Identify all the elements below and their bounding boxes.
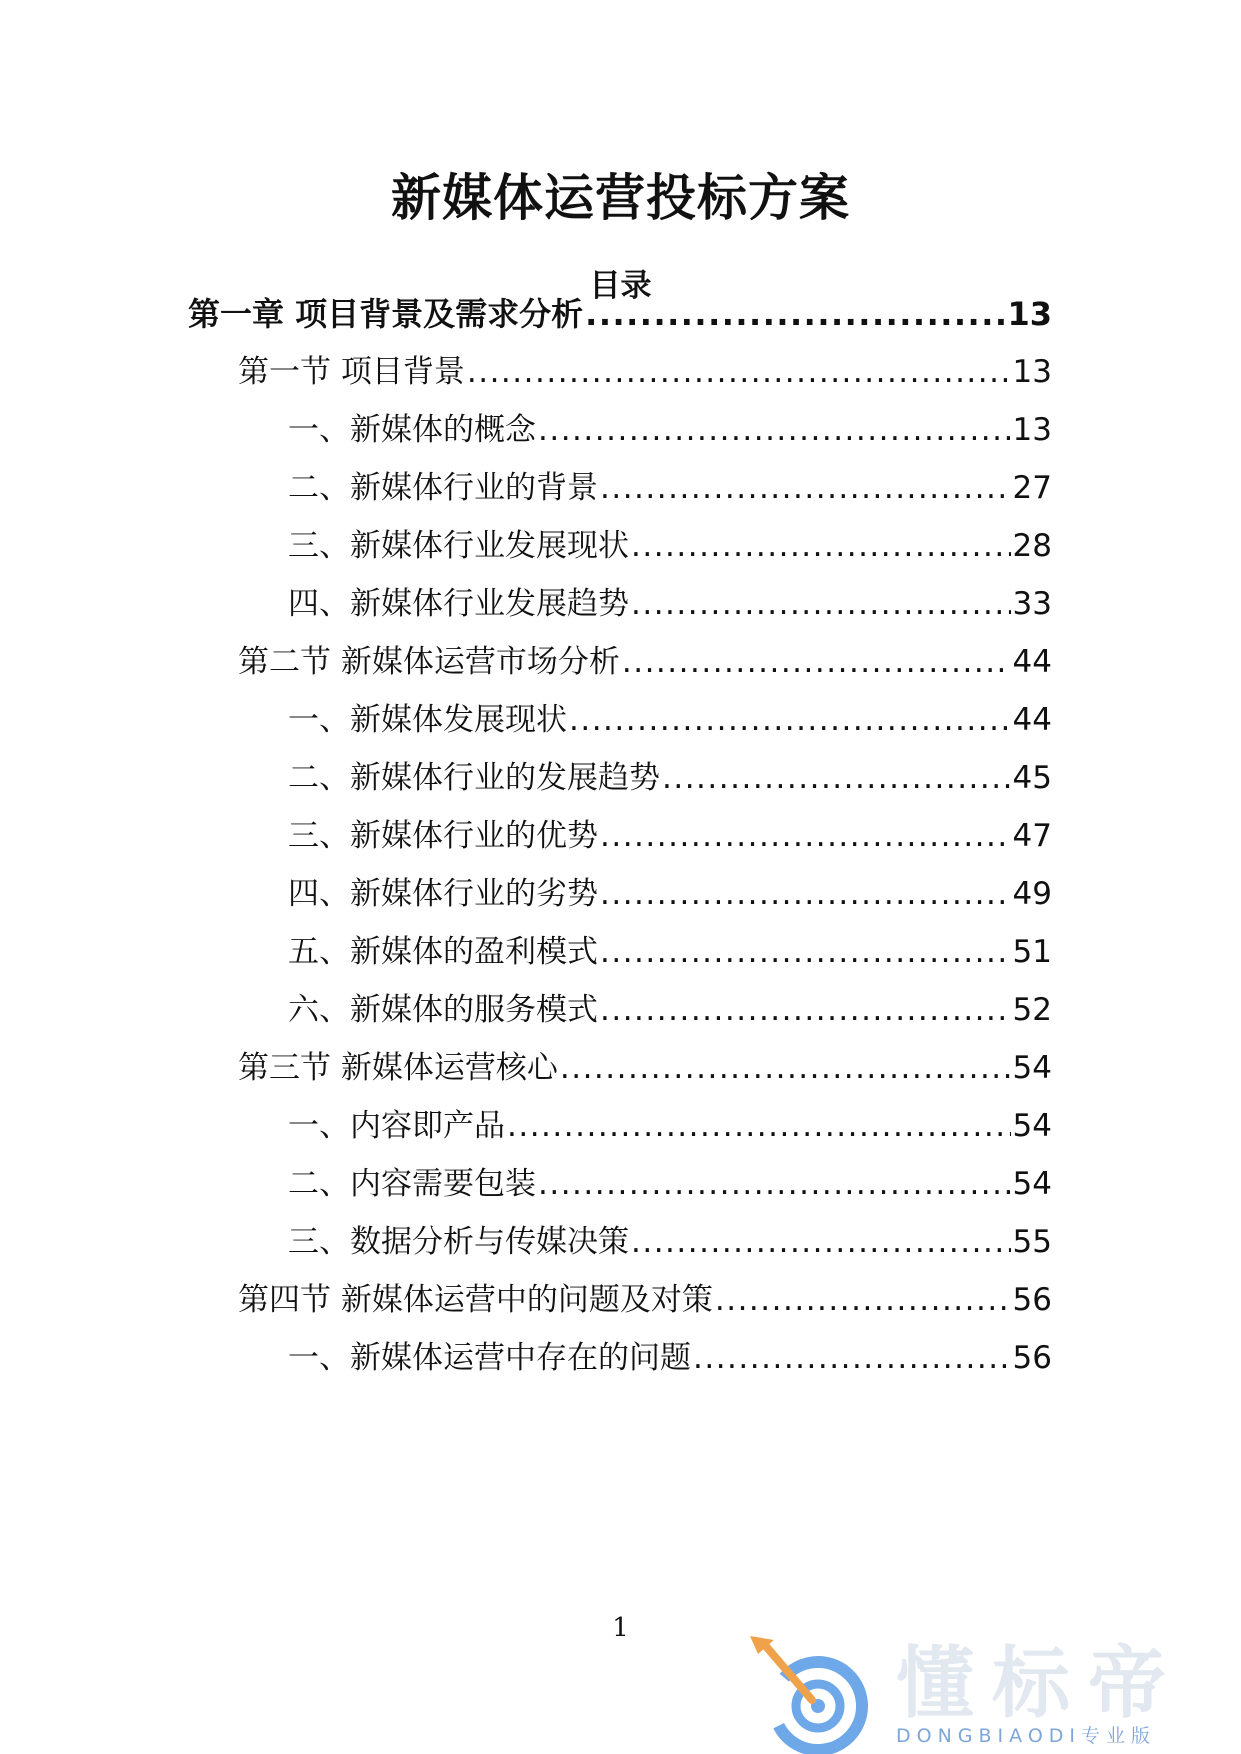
toc-entry-label: 一、内容即产品 xyxy=(288,1108,505,1144)
toc-leader-dots xyxy=(538,409,1011,451)
toc-leader-dots xyxy=(715,1279,1011,1321)
toc-entry-page: 52 xyxy=(1012,992,1052,1028)
toc-entry-label: 四、新媒体行业的劣势 xyxy=(288,876,598,912)
toc-leader-dots xyxy=(560,1047,1011,1089)
watermark-subtitle: DONGBIAODI专业版 xyxy=(896,1725,1157,1747)
toc-entry-subsection[interactable] xyxy=(288,989,1052,1031)
toc-entry-subsection[interactable] xyxy=(288,1163,1052,1205)
toc-leader-dots xyxy=(600,931,1011,973)
toc-entry-subsection[interactable] xyxy=(288,583,1052,625)
watermark-logo xyxy=(746,1634,1241,1754)
toc-entry-page: 45 xyxy=(1012,760,1052,796)
toc-entry-label: 三、数据分析与传媒决策 xyxy=(288,1224,629,1260)
toc-leader-dots xyxy=(600,989,1011,1031)
toc-entry-page: 33 xyxy=(1012,586,1052,622)
toc-leader-dots xyxy=(569,699,1011,741)
toc-entry-section[interactable] xyxy=(238,1047,1052,1089)
toc-entry-subsection[interactable] xyxy=(288,931,1052,973)
toc-leader-dots xyxy=(622,641,1011,683)
toc-entry-label: 二、内容需要包装 xyxy=(288,1166,536,1202)
toc-entry-page: 49 xyxy=(1012,876,1052,912)
toc-entry-page: 47 xyxy=(1012,818,1052,854)
toc-leader-dots xyxy=(631,525,1011,567)
toc-entry-label: 第四节 新媒体运营中的问题及对策 xyxy=(238,1282,713,1318)
toc-entry-label: 二、新媒体行业的发展趋势 xyxy=(288,760,660,796)
toc-entry-label: 四、新媒体行业发展趋势 xyxy=(288,586,629,622)
toc-entry-subsection[interactable] xyxy=(288,1105,1052,1147)
toc-entry-page: 13 xyxy=(1012,412,1052,448)
toc-entry-page: 44 xyxy=(1012,702,1052,738)
toc-entry-page: 13 xyxy=(1012,354,1052,390)
toc-leader-dots xyxy=(467,351,1011,393)
toc-leader-dots xyxy=(600,873,1011,915)
toc-entry-page: 13 xyxy=(1007,295,1052,333)
toc-leader-dots xyxy=(585,293,1005,335)
toc-entry-page: 54 xyxy=(1012,1108,1052,1144)
toc-entry-page: 27 xyxy=(1012,470,1052,506)
toc-entry-page: 54 xyxy=(1012,1166,1052,1202)
toc-entry-section[interactable] xyxy=(238,641,1052,683)
toc-leader-dots xyxy=(600,815,1011,857)
toc-entry-chapter[interactable] xyxy=(188,293,1052,335)
toc-entry-subsection[interactable] xyxy=(288,873,1052,915)
toc-entry-label: 第一节 项目背景 xyxy=(238,354,465,390)
toc-entry-section[interactable] xyxy=(238,351,1052,393)
toc-leader-dots xyxy=(631,1221,1011,1263)
toc-leader-dots xyxy=(631,583,1011,625)
toc-entry-subsection[interactable] xyxy=(288,409,1052,451)
toc-entry-subsection[interactable] xyxy=(288,815,1052,857)
toc-entry-label: 一、新媒体运营中存在的问题 xyxy=(288,1340,691,1376)
toc-heading: 目录 xyxy=(589,268,652,304)
toc-entry-label: 第二节 新媒体运营市场分析 xyxy=(238,644,620,680)
document-title: 新媒体运营投标方案 xyxy=(391,169,850,227)
toc-entry-label: 一、新媒体的概念 xyxy=(288,412,536,448)
toc-leader-dots xyxy=(662,757,1011,799)
toc-entry-page: 54 xyxy=(1012,1050,1052,1086)
toc-entry-label: 第一章 项目背景及需求分析 xyxy=(188,295,584,333)
toc-entry-subsection[interactable] xyxy=(288,525,1052,567)
toc-entry-subsection[interactable] xyxy=(288,1221,1052,1263)
toc-entry-page: 51 xyxy=(1012,934,1052,970)
toc-entry-label: 二、新媒体行业的背景 xyxy=(288,470,598,506)
toc-entry-page: 56 xyxy=(1012,1282,1052,1318)
toc-leader-dots xyxy=(600,467,1011,509)
target-arrow-icon xyxy=(746,1634,876,1754)
toc-entry-label: 三、新媒体行业发展现状 xyxy=(288,528,629,564)
toc-leader-dots xyxy=(507,1105,1011,1147)
toc-entry-section[interactable] xyxy=(238,1279,1052,1321)
toc-entry-subsection[interactable] xyxy=(288,1337,1052,1379)
toc-entry-subsection[interactable] xyxy=(288,757,1052,799)
watermark-brand: 懂标帝 xyxy=(896,1639,1185,1729)
toc-entry-subsection[interactable] xyxy=(288,699,1052,741)
toc-entry-label: 第三节 新媒体运营核心 xyxy=(238,1050,558,1086)
toc-entry-label: 一、新媒体发展现状 xyxy=(288,702,567,738)
toc-entry-subsection[interactable] xyxy=(288,467,1052,509)
toc-entry-page: 55 xyxy=(1012,1224,1052,1260)
toc-entry-page: 28 xyxy=(1012,528,1052,564)
toc-entry-label: 五、新媒体的盈利模式 xyxy=(288,934,598,970)
toc-entry-label: 三、新媒体行业的优势 xyxy=(288,818,598,854)
page-number: 1 xyxy=(612,1613,629,1643)
toc-entry-page: 56 xyxy=(1012,1340,1052,1376)
toc-leader-dots xyxy=(538,1163,1011,1205)
toc-entry-label: 六、新媒体的服务模式 xyxy=(288,992,598,1028)
toc-leader-dots xyxy=(693,1337,1011,1379)
toc-entry-page: 44 xyxy=(1012,644,1052,680)
